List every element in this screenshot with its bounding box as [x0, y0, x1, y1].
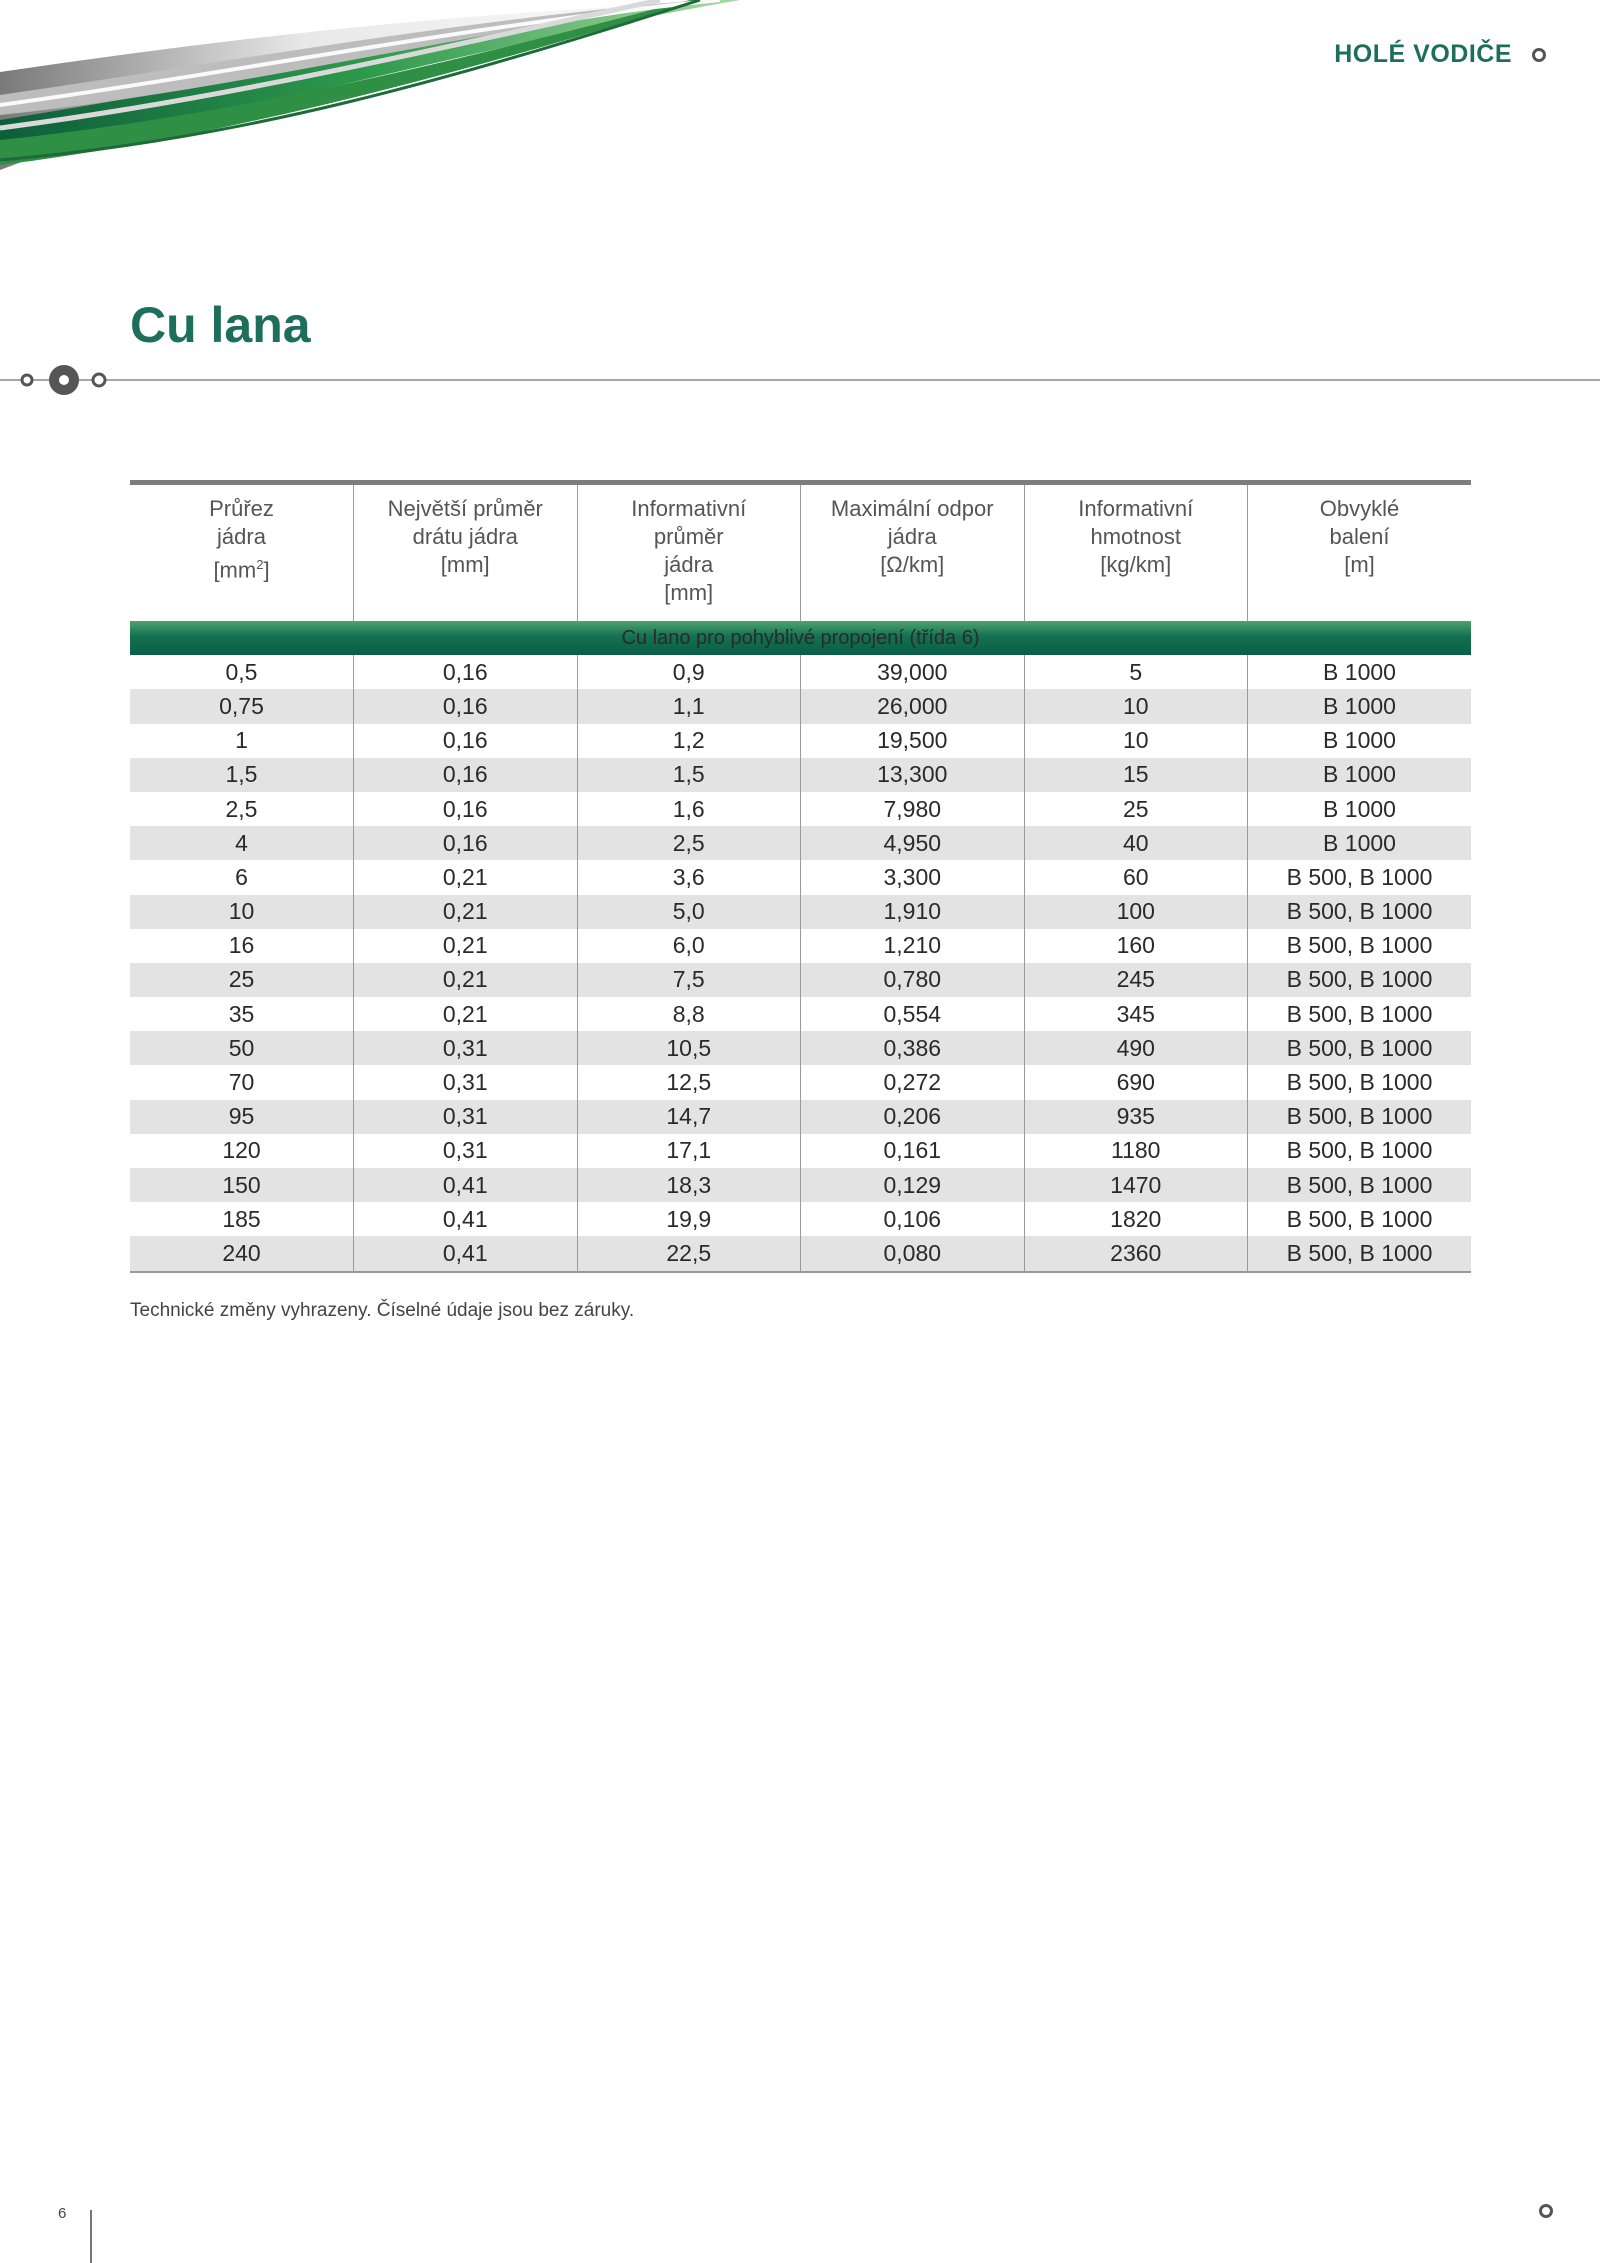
- table-cell: 1,5: [130, 758, 354, 792]
- table-cell: 26,000: [801, 689, 1025, 723]
- table-cell: 0,161: [801, 1134, 1025, 1168]
- table-cell: 1180: [1024, 1134, 1248, 1168]
- section-title: HOLÉ VODIČE: [1334, 40, 1512, 68]
- table-cell: B 1000: [1248, 826, 1472, 860]
- table-cell: B 500, B 1000: [1248, 963, 1472, 997]
- table-cell: 935: [1024, 1100, 1248, 1134]
- table-cell: B 500, B 1000: [1248, 860, 1472, 894]
- spec-table: [130, 480, 1471, 1273]
- table-cell: 19,9: [577, 1202, 801, 1236]
- table-cell: 10: [130, 895, 354, 929]
- table-cell: 5,0: [577, 895, 801, 929]
- table-cell: 0,16: [354, 655, 578, 689]
- table-cell: 1: [235, 727, 248, 754]
- table-cell: 3,6: [577, 860, 801, 894]
- table-cell: 0,21: [354, 997, 578, 1031]
- table-cell: 4,950: [801, 826, 1025, 860]
- table-cell: 5: [1024, 655, 1248, 689]
- table-cell: 0,16: [354, 826, 578, 860]
- table-cell: B 500, B 1000: [1248, 1100, 1472, 1134]
- table-cell: 0,16: [354, 758, 578, 792]
- cable-banner-graphic: [0, 0, 760, 185]
- ring-icon: [1532, 48, 1546, 62]
- table-cell: B 1000: [1248, 724, 1472, 758]
- footnote: Technické změny vyhrazeny. Číselné údaje jsou bez záruky.: [130, 1300, 635, 1321]
- table-cell: 0,21: [354, 860, 578, 894]
- table-cell: 1,2: [577, 724, 801, 758]
- table-cell: 1,910: [801, 895, 1025, 929]
- table-row: [130, 758, 1471, 792]
- table-cell: 345: [1024, 997, 1248, 1031]
- table-cell: 0,41: [354, 1236, 578, 1271]
- section-header-row: [130, 621, 1471, 655]
- table-cell: 0,31: [354, 1031, 578, 1065]
- table-cell: 0,41: [354, 1202, 578, 1236]
- table-row: [130, 826, 1471, 860]
- table-cell: 6,0: [577, 929, 801, 963]
- table-cell: 0,129: [801, 1168, 1025, 1202]
- table-cell: 2,5: [225, 795, 258, 822]
- table-cell: 10: [1024, 689, 1248, 723]
- table-cell: 100: [1024, 895, 1248, 929]
- table-cell: B 1000: [1248, 758, 1472, 792]
- column-header-nejvetsi-prumer: Největší průměr drátu jádra [mm]: [354, 483, 578, 622]
- table-cell: 0,106: [801, 1202, 1025, 1236]
- table-cell: B 500, B 1000: [1248, 1168, 1472, 1202]
- table-cell: 0,780: [801, 963, 1025, 997]
- table-cell: 1,210: [801, 929, 1025, 963]
- table-cell: 0,9: [577, 655, 801, 689]
- table-row: [130, 1100, 1471, 1134]
- table-cell: 70: [228, 1069, 255, 1096]
- table-row: [130, 997, 1471, 1031]
- table-cell: 1820: [1024, 1202, 1248, 1236]
- table-cell: 1,6: [577, 792, 801, 826]
- table-row: [130, 689, 1471, 723]
- table-cell: 1470: [1024, 1168, 1248, 1202]
- column-header-maximalni-odpor: Maximální odpor jádra [Ω/km]: [801, 483, 1025, 622]
- table-cell: 245: [1024, 963, 1248, 997]
- table-cell: 13,300: [801, 758, 1025, 792]
- table-cell: 690: [1024, 1065, 1248, 1099]
- table-row: [130, 929, 1471, 963]
- table-cell: 2,5: [577, 826, 801, 860]
- table-cell: B 1000: [1248, 655, 1472, 689]
- section-label: Cu lano pro pohyblivé propojení (třída 6): [130, 621, 1471, 655]
- table-cell: B 1000: [1248, 689, 1472, 723]
- table-cell: 0,16: [354, 792, 578, 826]
- table-cell: B 500, B 1000: [1248, 895, 1472, 929]
- table-cell: B 500, B 1000: [1248, 1065, 1472, 1099]
- table-cell: 150: [130, 1168, 354, 1202]
- column-header-prurez: Průřez jádra $[mm^2]$: [130, 483, 354, 622]
- table-cell: B 500, B 1000: [1248, 1134, 1472, 1168]
- table-cell: 0,75: [130, 689, 354, 723]
- table-row: [130, 895, 1471, 929]
- table-cell: 0,21: [354, 895, 578, 929]
- table-cell: 7,980: [801, 792, 1025, 826]
- table-cell: 4: [130, 826, 354, 860]
- table-cell: 0,21: [354, 929, 578, 963]
- table-cell: 25: [130, 963, 354, 997]
- table-cell: 50: [130, 1031, 354, 1065]
- table-cell: 0,206: [801, 1100, 1025, 1134]
- table-cell: B 500, B 1000: [1248, 1236, 1472, 1271]
- table-cell: 16: [228, 932, 255, 959]
- table-header-row: [130, 483, 1471, 622]
- table-cell: 120: [222, 1137, 261, 1164]
- table-cell: 8,8: [577, 997, 801, 1031]
- table-cell: B 500, B 1000: [1248, 997, 1472, 1031]
- table-cell: 22,5: [577, 1236, 801, 1271]
- table-cell: 25: [1024, 792, 1248, 826]
- table-row: [130, 1065, 1471, 1099]
- table-cell: 6: [235, 863, 248, 890]
- table-cell: 1,1: [577, 689, 801, 723]
- table-cell: 12,5: [577, 1065, 801, 1099]
- table-cell: 0,554: [801, 997, 1025, 1031]
- table-cell: 0,16: [354, 724, 578, 758]
- table-cell: 7,5: [577, 963, 801, 997]
- table-cell: 0,386: [801, 1031, 1025, 1065]
- table-cell: 0,31: [354, 1100, 578, 1134]
- table-cell: 0,16: [354, 689, 578, 723]
- table-cell: B 500, B 1000: [1248, 1031, 1472, 1065]
- table-cell: 17,1: [577, 1134, 801, 1168]
- title-rule-circles: [0, 360, 1600, 400]
- table-cell: 160: [1024, 929, 1248, 963]
- table-row: [130, 724, 1471, 758]
- table-cell: 0,21: [354, 963, 578, 997]
- table-cell: 10: [1024, 724, 1248, 758]
- table-cell: 0,41: [354, 1168, 578, 1202]
- table-cell: B 500, B 1000: [1248, 1202, 1472, 1236]
- table-cell: 490: [1024, 1031, 1248, 1065]
- column-header-informativni-prumer: Informativní průměr jádra [mm]: [577, 483, 801, 622]
- page-title: Cu lana: [130, 297, 311, 353]
- table-row: [130, 963, 1471, 997]
- table-row: [130, 1236, 1471, 1271]
- table-cell: 14,7: [577, 1100, 801, 1134]
- table-row: [130, 860, 1471, 894]
- table-cell: 0,5: [225, 658, 258, 685]
- page-number-divider: [90, 2210, 92, 2263]
- table-cell: 2360: [1024, 1236, 1248, 1271]
- table-cell: 0,31: [354, 1065, 578, 1099]
- table-cell: 3,300: [801, 860, 1025, 894]
- table-cell: 1,5: [577, 758, 801, 792]
- table-row: [130, 655, 1471, 689]
- table-cell: 40: [1024, 826, 1248, 860]
- column-header-baleni: Obvyklé balení [m]: [1248, 483, 1472, 622]
- table-cell: 15: [1024, 758, 1248, 792]
- table-cell: 0,31: [354, 1134, 578, 1168]
- table-cell: 240: [130, 1236, 354, 1271]
- table-cell: 0,080: [801, 1236, 1025, 1271]
- table-cell: B 1000: [1248, 792, 1472, 826]
- table-cell: 39,000: [801, 655, 1025, 689]
- table-cell: 35: [228, 1000, 255, 1027]
- table-row: [130, 792, 1471, 826]
- table-cell: 60: [1024, 860, 1248, 894]
- column-header-hmotnost: Informativní hmotnost [kg/km]: [1024, 483, 1248, 622]
- table-cell: 10,5: [577, 1031, 801, 1065]
- table-row: [130, 1031, 1471, 1065]
- ring-icon: [1539, 2204, 1553, 2218]
- table-row: [130, 1134, 1471, 1168]
- table-cell: 95: [130, 1100, 354, 1134]
- table-cell: 18,3: [577, 1168, 801, 1202]
- table-cell: 185: [222, 1205, 261, 1232]
- table-cell: 19,500: [801, 724, 1025, 758]
- table-cell: B 500, B 1000: [1248, 929, 1472, 963]
- table-row: [130, 1202, 1471, 1236]
- table-cell: 0,272: [801, 1065, 1025, 1099]
- page-number: 6: [58, 2205, 67, 2222]
- table-row: [130, 1168, 1471, 1202]
